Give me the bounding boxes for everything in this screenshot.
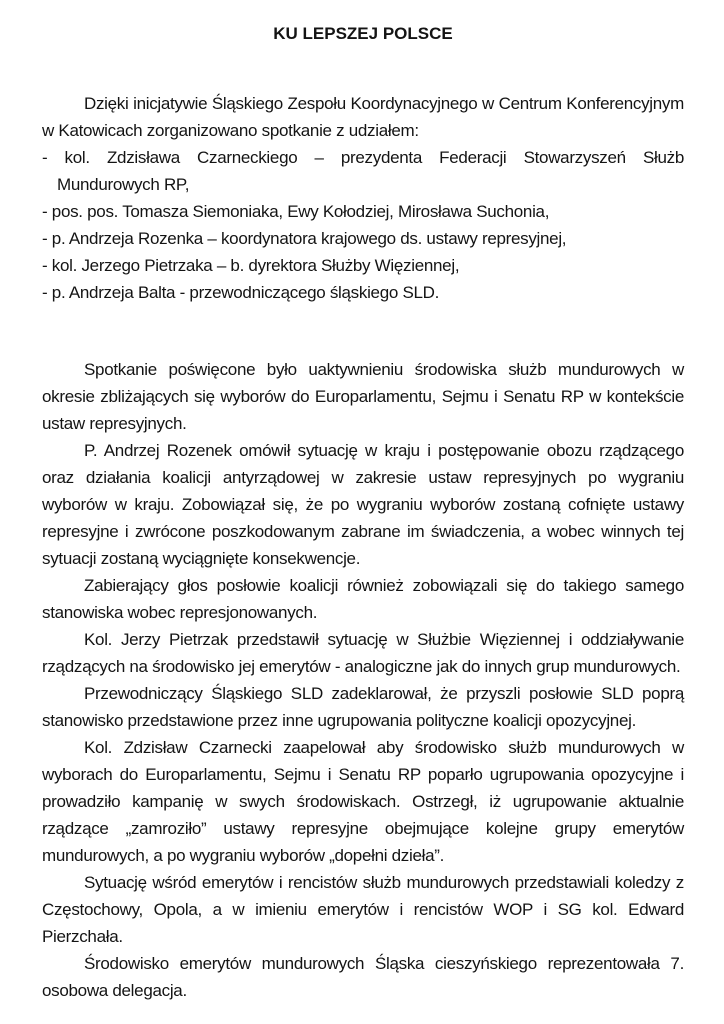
participant-item: - pos. pos. Tomasza Siemoniaka, Ewy Kołodziej, Mirosława Suchonia, [42,202,550,221]
intro-paragraph: Dzięki inicjatywie Śląskiego Zespołu Koordynacyjnego w Centrum Konferencyjnym w Katowicach zorganizowano spotkanie z udziałem: [42,94,684,140]
body-paragraph: Zabierający głos posłowie koalicji również zobowiązali się do takiego samego stanowiska wobec represjonowanych. [42,576,684,622]
participant-item: - kol. Zdzisława Czarneckiego – prezydenta Federacji Stowarzyszeń Służb Mundurowych RP, [42,148,684,194]
body-paragraph: Spotkanie poświęcone było uaktywnieniu środowiska służb mundurowych w okresie zbliżających się wyborów do Europarlamentu, Sejmu i Senatu RP w kontekście ustaw represyjnych. [42,360,684,433]
body-paragraph: Sytuację wśród emerytów i rencistów służb mundurowych przedstawiali koledzy z Częstochowy, Opola, a w imieniu emerytów i rencistów WOP i SG kol. Edward Pierzchała. [42,873,684,946]
participant-item: - p. Andrzeja Rozenka – koordynatora krajowego ds. ustawy represyjnej, [42,229,567,248]
body-paragraph: Kol. Zdzisław Czarnecki zaapelował aby środowisko służb mundurowych w wyborach do Europarlamentu, Sejmu i Senatu RP poparło ugrupowania opozycyjne i prowadziło kampanię w swych środowiskach. Ostrzegł, iż ugrupowanie aktualnie rządzące „zamroziło” ustawy represyjne obejmujące kolejne grupy emerytów mundurowych, a po wygraniu wyborów „dopełni dzieła”. [42,738,684,865]
participants-list [42,144,684,306]
body-paragraph: Środowisko emerytów mundurowych Śląska cieszyńskiego reprezentowała 7. osobowa delegacja. [42,954,684,1000]
participant-item: - kol. Jerzego Pietrzaka – b. dyrektora Służby Więziennej, [42,256,460,275]
body-paragraph: Kol. Jerzy Pietrzak przedstawił sytuację w Służbie Więziennej i oddziaływanie rządzących na środowisko jej emerytów - analogiczne jak do innych grup mundurowych. [42,630,684,676]
body-paragraph: P. Andrzej Rozenek omówił sytuację w kraju i postępowanie obozu rządzącego oraz działania koalicji antyrządowej w zakresie ustaw represyjnych po wygraniu wyborów w kraju. Zobowiązał się, że po wygraniu wyborów zostaną cofnięte ustawy represyjne i zwrócone poszkodowanym zabrane im świadczenia, a wobec winnych tej sytuacji zostaną wyciągnięte konsekwencje. [42,441,684,568]
body-paragraph: Przewodniczący Śląskiego SLD zadeklarował, że przyszli posłowie SLD poprą stanowisko przedstawione przez inne ugrupowania polityczne koalicji opozycyjnej. [42,684,684,730]
document-title: KU LEPSZEJ POLSCE [273,24,453,43]
participant-item: - p. Andrzeja Balta - przewodniczącego śląskiego SLD. [42,283,440,302]
